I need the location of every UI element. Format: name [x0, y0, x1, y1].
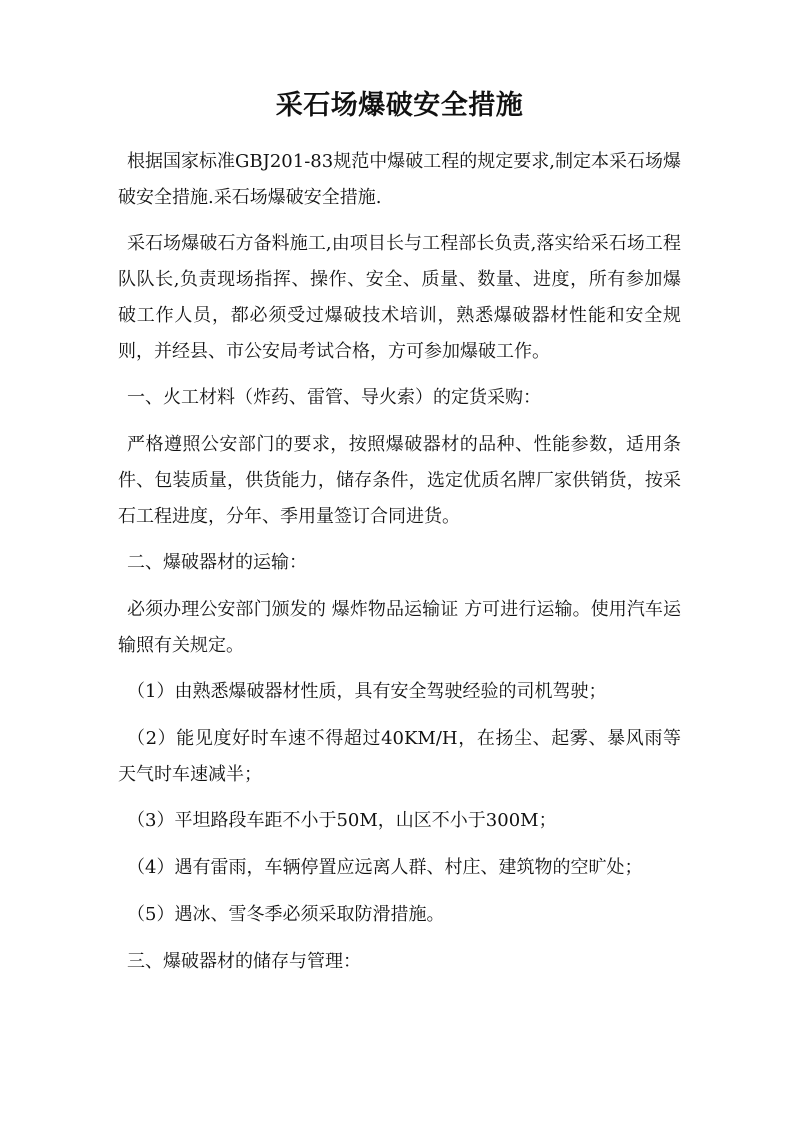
list-item-transport-1: （1）由熟悉爆破器材性质，具有安全驾驶经验的司机驾驶；	[127, 681, 607, 702]
section-heading-procurement: 一、火工材料（炸药、雷管、导火索）的定货采购：	[127, 387, 541, 408]
document-title: 采石场爆破安全措施	[275, 90, 524, 121]
section-heading-storage: 三、爆破器材的储存与管理：	[127, 951, 361, 972]
paragraph-intro: 根据国家标准GBJ201-83规范中爆破工程的规定要求,制定本采石场爆破安全措施.采石场爆破安全措施.	[118, 151, 681, 208]
list-item-transport-3: （3）平坦路段车距不小于50M，山区不小于300M；	[127, 810, 557, 831]
list-item-transport-5: （5）遇冰、雪冬季必须采取防滑措施。	[127, 904, 445, 925]
list-item-transport-2: （2）能见度好时车速不得超过40KM/H，在扬尘、起雾、暴风雨等天气时车速减半；	[118, 728, 681, 785]
paragraph-responsibility: 采石场爆破石方备料施工,由项目长与工程部长负责,落实给采石场工程队队长,负责现场指挥、操作、安全、质量、数量、进度，所有参加爆破工作人员，都必须受过爆破技术培训，熟悉爆破器材性能和安全规则，并经县、市公安局考试合格，方可参加爆破工作。	[118, 233, 681, 362]
paragraph-transport: 必须办理公安部门颁发的 爆炸物品运输证 方可进行运输。使用汽车运输照有关规定。	[118, 599, 681, 656]
section-heading-transport: 二、爆破器材的运输：	[127, 552, 307, 573]
list-item-transport-4: （4）遇有雷雨，车辆停置应远离人群、村庄、建筑物的空旷处；	[127, 857, 643, 878]
paragraph-procurement: 严格遵照公安部门的要求，按照爆破器材的品种、性能参数，适用条件、包装质量，供货能力，储存条件，选定优质名牌厂家供销货，按采石工程进度，分年、季用量签订合同进货。	[118, 434, 681, 527]
